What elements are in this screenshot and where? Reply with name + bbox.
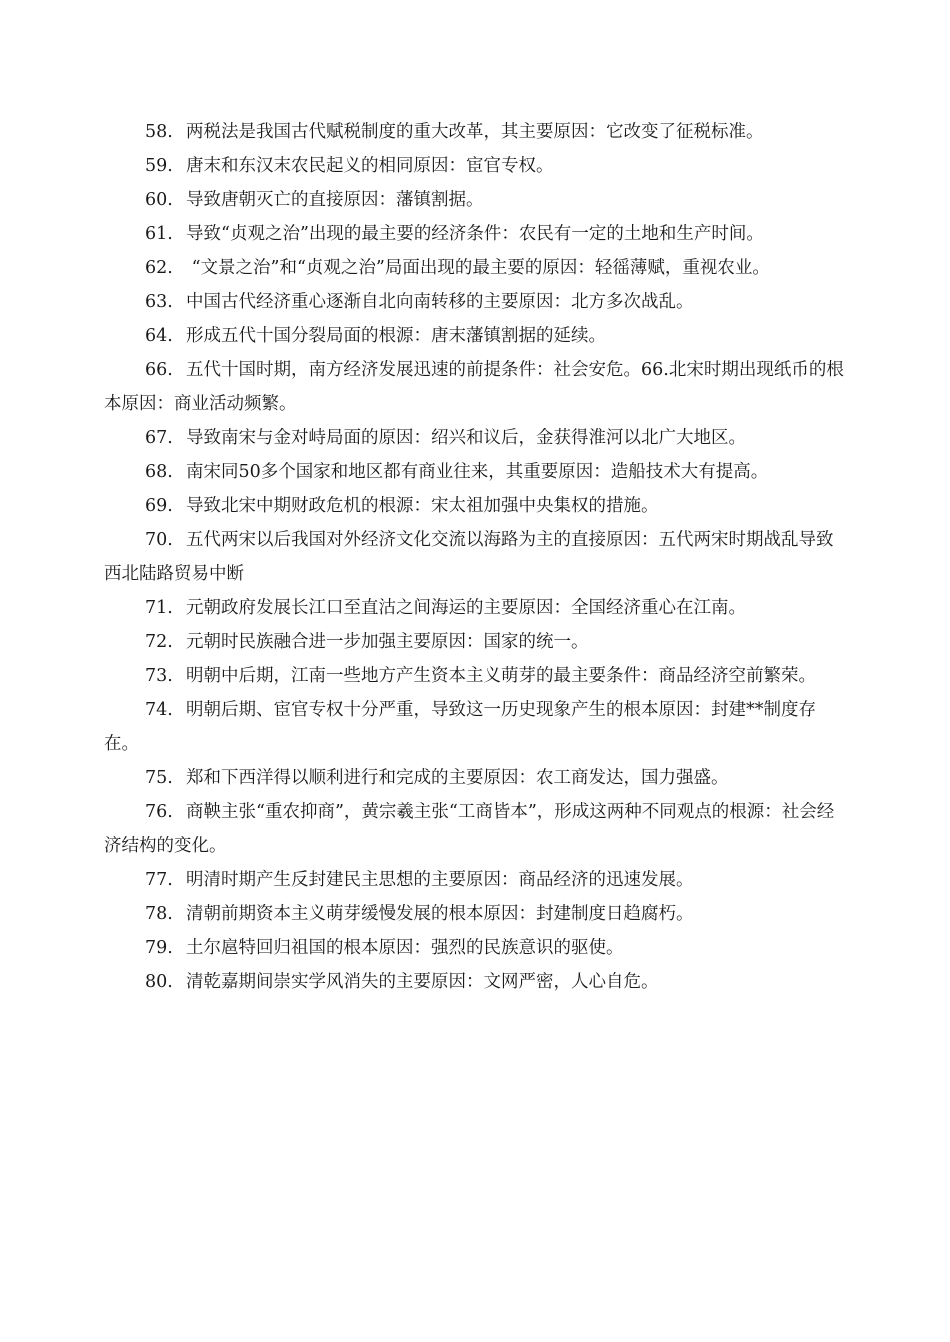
item-text: 土尔扈特回归祖国的根本原因：强烈的民族意识的驱使。 xyxy=(186,938,624,958)
item-text: 导致北宋中期财政危机的根源：宋太祖加强中央集权的措施。 xyxy=(186,496,659,516)
item-number: 71. xyxy=(145,598,173,618)
list-item xyxy=(104,625,844,659)
item-number: 64. xyxy=(145,326,173,346)
item-text: 商鞅主张“重农抑商”，黄宗羲主张“工商皆本”，形成这两种不同观点的根源：社会经济结构的变化。 xyxy=(104,802,835,856)
list-item xyxy=(104,149,844,183)
item-text: 中国古代经济重心逐渐自北向南转移的主要原因：北方多次战乱。 xyxy=(186,292,694,312)
list-item xyxy=(104,795,844,863)
list-item xyxy=(104,455,844,489)
list-item xyxy=(104,761,844,795)
item-text: 形成五代十国分裂局面的根源：唐末藩镇割据的延续。 xyxy=(186,326,606,346)
list-item xyxy=(104,115,844,149)
item-text: 南宋同50多个国家和地区都有商业往来，其重要原因：造船技术大有提高。 xyxy=(186,462,769,482)
item-text: 明清时期产生反封建民主思想的主要原因：商品经济的迅速发展。 xyxy=(186,870,694,890)
item-number: 61. xyxy=(145,224,173,244)
item-number: 75. xyxy=(145,768,173,788)
item-number: 60. xyxy=(145,190,173,210)
item-text: 明朝中后期，江南一些地方产生资本主义萌芽的最主要条件：商品经济空前繁荣。 xyxy=(186,666,816,686)
item-text: 元朝时民族融合进一步加强主要原因：国家的统一。 xyxy=(186,632,589,652)
item-number: 72. xyxy=(145,632,173,652)
list-item xyxy=(104,353,844,421)
list-item xyxy=(104,421,844,455)
item-number: 78. xyxy=(145,904,173,924)
list-item xyxy=(104,897,844,931)
item-text: 导致南宋与金对峙局面的原因：绍兴和议后，金获得淮河以北广大地区。 xyxy=(186,428,746,448)
list-item xyxy=(104,183,844,217)
list-item xyxy=(104,659,844,693)
list-item xyxy=(104,591,844,625)
item-number: 77. xyxy=(145,870,173,890)
list-item xyxy=(104,319,844,353)
item-number: 68. xyxy=(145,462,173,482)
item-number: 79. xyxy=(145,938,173,958)
item-text: 导致“贞观之治”出现的最主要的经济条件：农民有一定的土地和生产时间。 xyxy=(186,224,764,244)
list-item xyxy=(104,217,844,251)
item-text: 清朝前期资本主义萌芽缓慢发展的根本原因：封建制度日趋腐朽。 xyxy=(186,904,694,924)
list-item xyxy=(104,285,844,319)
item-number: 73. xyxy=(145,666,173,686)
item-number: 59. xyxy=(145,156,173,176)
list-item xyxy=(104,489,844,523)
item-number: 70. xyxy=(145,530,173,550)
item-number: 67. xyxy=(145,428,173,448)
item-number: 74. xyxy=(145,700,173,720)
item-text: 五代十国时期，南方经济发展迅速的前提条件：社会安危。66.北宋时期出现纸币的根本原因：商业活动频繁。 xyxy=(104,360,844,414)
item-text: 两税法是我国古代赋税制度的重大改革，其主要原因：它改变了征税标准。 xyxy=(186,122,764,142)
list-item xyxy=(104,523,844,591)
item-text: 五代两宋以后我国对外经济文化交流以海路为主的直接原因：五代两宋时期战乱导致西北陆路贸易中断 xyxy=(104,530,834,584)
item-number: 58. xyxy=(145,122,173,142)
item-number: 69. xyxy=(145,496,173,516)
item-number: 63. xyxy=(145,292,173,312)
list-item xyxy=(104,693,844,761)
list-item xyxy=(104,965,844,999)
item-text: 明朝后期、宦官专权十分严重，导致这一历史现象产生的根本原因：封建**制度存在。 xyxy=(104,700,816,754)
item-number: 80. xyxy=(145,972,173,992)
item-text: 清乾嘉期间崇实学风消失的主要原因：文网严密，人心自危。 xyxy=(186,972,659,992)
list-item xyxy=(104,931,844,965)
reason-list xyxy=(104,115,844,999)
list-item xyxy=(104,863,844,897)
item-text: “文景之治”和“贞观之治”局面出现的最主要的原因：轻徭薄赋，重视农业。 xyxy=(186,258,770,278)
item-number: 76. xyxy=(145,802,173,822)
item-number: 62. xyxy=(145,258,173,278)
item-text: 元朝政府发展长江口至直沽之间海运的主要原因：全国经济重心在江南。 xyxy=(186,598,746,618)
item-text: 唐末和东汉末农民起义的相同原因：宦官专权。 xyxy=(186,156,554,176)
item-number: 66. xyxy=(145,360,173,380)
list-item xyxy=(104,251,844,285)
item-text: 郑和下西洋得以顺利进行和完成的主要原因：农工商发达，国力强盛。 xyxy=(186,768,729,788)
item-text: 导致唐朝灭亡的直接原因：藩镇割据。 xyxy=(186,190,484,210)
